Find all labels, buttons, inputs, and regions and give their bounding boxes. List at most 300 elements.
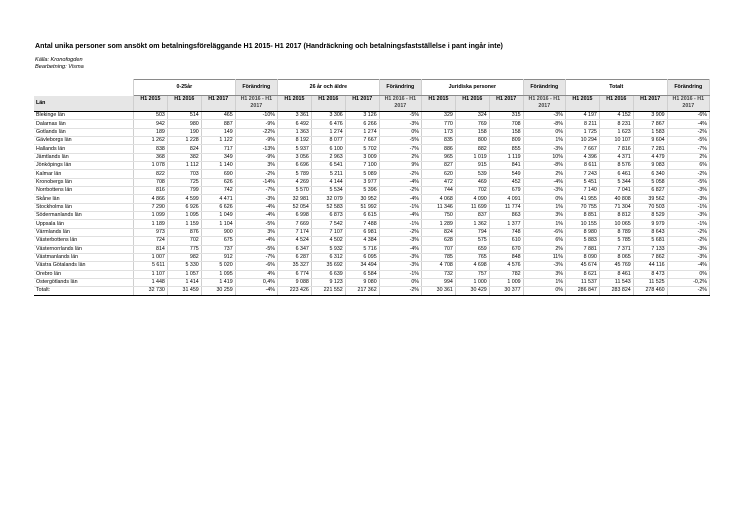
column-header-lan: Län (34, 96, 134, 112)
value-cell: 800 (455, 137, 489, 145)
source-note: Källa: Kronofogden (35, 57, 83, 63)
value-cell: 7 667 (565, 145, 599, 153)
value-cell: 824 (422, 228, 456, 236)
value-cell: 7 669 (278, 220, 312, 228)
value-cell: 3 306 (311, 112, 345, 120)
change-cell: -13% (235, 145, 277, 153)
value-cell: 158 (489, 128, 523, 136)
table-title: Antal unika personer som ansökt om betalningsföreläggande H1 2015- H1 2017 (Handräckning och betalningsfastställelse i pant ingår inte) (35, 42, 503, 50)
value-cell: 620 (422, 170, 456, 178)
value-cell: 7 488 (345, 220, 379, 228)
editor-note: Bearbetning: Visma (35, 64, 84, 70)
change-cell: -3% (523, 145, 565, 153)
total-value-cell: 30 377 (489, 287, 523, 295)
value-cell: 3 126 (345, 112, 379, 120)
value-cell: 9 123 (311, 278, 345, 286)
value-cell: 4 371 (599, 153, 633, 161)
value-cell: 750 (422, 212, 456, 220)
total-value-cell: -2% (667, 287, 709, 295)
column-header: H1 2016 (599, 96, 633, 112)
county-name-cell: Dalarnas län (34, 120, 134, 128)
county-name-cell: Jämtlands län (34, 153, 134, 161)
change-cell: 1% (523, 278, 565, 286)
value-cell: 7 140 (565, 187, 599, 195)
value-cell: 794 (455, 228, 489, 236)
value-cell: 1 414 (167, 278, 201, 286)
total-value-cell: 286 847 (565, 287, 599, 295)
value-cell: 368 (134, 153, 168, 161)
value-cell: 5 716 (345, 245, 379, 253)
column-header: H1 2016 - H1 2017 (667, 96, 709, 112)
value-cell: 11 525 (633, 278, 667, 286)
column-header: H1 2015 (134, 96, 168, 112)
value-cell: 71 304 (599, 203, 633, 211)
change-cell: -6% (235, 262, 277, 270)
change-cell: -4% (667, 120, 709, 128)
value-cell: 887 (201, 120, 235, 128)
value-cell: 8 192 (278, 137, 312, 145)
value-cell: 6 873 (311, 212, 345, 220)
value-cell: 707 (422, 245, 456, 253)
value-cell: 32 079 (311, 195, 345, 203)
county-name-cell: Jönköpings län (34, 162, 134, 170)
value-cell: 4 144 (311, 178, 345, 186)
value-cell: 7 867 (633, 120, 667, 128)
value-cell: 315 (489, 112, 523, 120)
change-cell: -5% (379, 112, 421, 120)
value-cell: 4 502 (311, 237, 345, 245)
value-cell: 5 451 (565, 178, 599, 186)
county-name-cell: Värmlands län (34, 228, 134, 236)
value-cell: 702 (455, 187, 489, 195)
value-cell: 769 (455, 120, 489, 128)
value-cell: 4 197 (565, 112, 599, 120)
value-cell: 732 (422, 270, 456, 278)
value-cell: 9 088 (278, 278, 312, 286)
change-cell: -3% (379, 237, 421, 245)
value-cell: 4 384 (345, 237, 379, 245)
change-cell: 2% (523, 245, 565, 253)
change-cell: 1% (523, 220, 565, 228)
value-cell: 1 363 (278, 128, 312, 136)
value-cell: 744 (422, 187, 456, 195)
total-value-cell: 278 460 (633, 287, 667, 295)
value-cell: 2 963 (311, 153, 345, 161)
column-header: H1 2017 (201, 96, 235, 112)
change-cell: -5% (667, 137, 709, 145)
change-cell: -6% (523, 228, 565, 236)
value-cell: 6 639 (311, 270, 345, 278)
value-cell: 7 174 (278, 228, 312, 236)
change-cell: -10% (235, 112, 277, 120)
group-header-empty (34, 80, 134, 96)
value-cell: 4 396 (565, 153, 599, 161)
value-cell: 4 576 (489, 262, 523, 270)
value-cell: 610 (489, 237, 523, 245)
value-cell: 5 937 (278, 145, 312, 153)
value-cell: 30 952 (345, 195, 379, 203)
value-cell: 628 (422, 237, 456, 245)
county-name-cell: Uppsala län (34, 220, 134, 228)
value-cell: 539 (455, 170, 489, 178)
value-cell: 6 541 (311, 162, 345, 170)
value-cell: 703 (167, 170, 201, 178)
value-cell: 575 (455, 237, 489, 245)
value-cell: 1 112 (167, 162, 201, 170)
change-cell: 3% (523, 212, 565, 220)
group-header-change-1: Förändring (235, 80, 277, 96)
value-cell: 626 (201, 178, 235, 186)
value-cell: 782 (489, 270, 523, 278)
change-cell: -7% (667, 145, 709, 153)
value-cell: 10 155 (565, 220, 599, 228)
column-header: H1 2016 (311, 96, 345, 112)
change-cell: 2% (523, 170, 565, 178)
value-cell: 6 312 (311, 253, 345, 261)
value-cell: 4 152 (599, 112, 633, 120)
value-cell: 158 (455, 128, 489, 136)
change-cell: -2% (379, 187, 421, 195)
value-cell: 1 104 (201, 220, 235, 228)
column-header: H1 2017 (345, 96, 379, 112)
change-cell: -5% (235, 220, 277, 228)
change-cell: -7% (379, 145, 421, 153)
value-cell: 324 (455, 112, 489, 120)
county-name-cell: Västra Götalands län (34, 262, 134, 270)
change-cell: -2% (235, 170, 277, 178)
value-cell: 469 (455, 178, 489, 186)
value-cell: 6 626 (201, 203, 235, 211)
column-header: H1 2017 (489, 96, 523, 112)
change-cell: -2% (667, 170, 709, 178)
change-cell: 1% (523, 203, 565, 211)
value-cell: 799 (167, 187, 201, 195)
value-cell: 41 955 (565, 195, 599, 203)
value-cell: 3 361 (278, 112, 312, 120)
column-header: H1 2017 (633, 96, 667, 112)
value-cell: 708 (489, 120, 523, 128)
value-cell: 349 (201, 153, 235, 161)
value-cell: 8 980 (565, 228, 599, 236)
value-cell: 6 926 (167, 203, 201, 211)
table-row (34, 212, 710, 220)
value-cell: 7 862 (633, 253, 667, 261)
value-cell: 5 570 (278, 187, 312, 195)
value-cell: 822 (134, 170, 168, 178)
value-cell: 5 396 (345, 187, 379, 195)
table-row (34, 170, 710, 178)
value-cell: 7 290 (134, 203, 168, 211)
group-header-change-3: Förändring (523, 80, 565, 96)
change-cell: -1% (667, 203, 709, 211)
column-header: H1 2016 - H1 2017 (379, 96, 421, 112)
table-row (34, 195, 710, 203)
value-cell: 882 (455, 145, 489, 153)
change-cell: -3% (667, 195, 709, 203)
value-cell: 7 881 (565, 245, 599, 253)
change-cell: 4% (235, 270, 277, 278)
table-row (34, 270, 710, 278)
county-name-cell: Stockholms län (34, 203, 134, 211)
value-cell: 5 932 (311, 245, 345, 253)
county-name-cell: Skåne län (34, 195, 134, 203)
change-cell: -1% (379, 203, 421, 211)
value-cell: 679 (489, 187, 523, 195)
table-row (34, 178, 710, 186)
value-cell: 7 281 (633, 145, 667, 153)
value-cell: 5 785 (599, 237, 633, 245)
change-cell: -22% (235, 128, 277, 136)
value-cell: 824 (167, 145, 201, 153)
value-cell: 4 479 (633, 153, 667, 161)
value-cell: 11 537 (565, 278, 599, 286)
change-cell: -3% (523, 112, 565, 120)
value-cell: 8 643 (633, 228, 667, 236)
value-cell: 1 448 (134, 278, 168, 286)
change-cell: -2% (667, 237, 709, 245)
table-row (34, 128, 710, 136)
value-cell: 190 (167, 128, 201, 136)
value-cell: 5 211 (311, 170, 345, 178)
value-cell: 848 (489, 253, 523, 261)
value-cell: 717 (201, 145, 235, 153)
change-cell: -0,2% (667, 278, 709, 286)
value-cell: 1 623 (599, 128, 633, 136)
value-cell: 11 543 (599, 278, 633, 286)
change-cell: -3% (379, 262, 421, 270)
table-row (34, 203, 710, 211)
value-cell: 1 107 (134, 270, 168, 278)
value-cell: 452 (489, 178, 523, 186)
value-cell: 6 100 (311, 145, 345, 153)
value-cell: 1 362 (455, 220, 489, 228)
value-cell: 549 (489, 170, 523, 178)
value-cell: 841 (489, 162, 523, 170)
value-cell: 1 007 (134, 253, 168, 261)
value-cell: 9 604 (633, 137, 667, 145)
value-cell: 5 330 (167, 262, 201, 270)
value-cell: 1 583 (633, 128, 667, 136)
value-cell: 742 (201, 187, 235, 195)
value-cell: 1 274 (345, 128, 379, 136)
change-cell: -4% (235, 237, 277, 245)
change-cell: -5% (235, 245, 277, 253)
value-cell: 8 611 (565, 162, 599, 170)
table-row (34, 153, 710, 161)
value-cell: 994 (422, 278, 456, 286)
value-cell: 6 827 (633, 187, 667, 195)
value-cell: 708 (134, 178, 168, 186)
value-cell: 1 262 (134, 137, 168, 145)
change-cell: -4% (667, 262, 709, 270)
value-cell: 1 289 (422, 220, 456, 228)
change-cell: -9% (235, 137, 277, 145)
change-cell: 0,4% (235, 278, 277, 286)
value-cell: 1 049 (201, 212, 235, 220)
value-cell: 775 (167, 245, 201, 253)
value-cell: 329 (422, 112, 456, 120)
value-cell: 757 (455, 270, 489, 278)
value-cell: 6 340 (633, 170, 667, 178)
value-cell: 5 089 (345, 170, 379, 178)
column-header: H1 2015 (565, 96, 599, 112)
value-cell: 8 576 (599, 162, 633, 170)
value-cell: 1 419 (201, 278, 235, 286)
value-cell: 9 979 (633, 220, 667, 228)
change-cell: -5% (379, 137, 421, 145)
value-cell: 765 (455, 253, 489, 261)
change-cell: -3% (523, 262, 565, 270)
value-cell: 900 (201, 228, 235, 236)
value-cell: 737 (201, 245, 235, 253)
value-cell: 702 (167, 237, 201, 245)
value-cell: 748 (489, 228, 523, 236)
value-cell: 4 866 (134, 195, 168, 203)
table-row (34, 262, 710, 270)
county-name-cell: Östergötlands län (34, 278, 134, 286)
value-cell: 9 080 (345, 278, 379, 286)
value-cell: 785 (422, 253, 456, 261)
value-cell: 6 266 (345, 120, 379, 128)
value-cell: 1 000 (455, 278, 489, 286)
statistics-table (34, 79, 710, 296)
value-cell: 4 708 (422, 262, 456, 270)
column-header: H1 2016 (167, 96, 201, 112)
change-cell: -1% (379, 220, 421, 228)
value-cell: 973 (134, 228, 168, 236)
change-cell: -1% (379, 270, 421, 278)
value-cell: 70 503 (633, 203, 667, 211)
value-cell: 965 (422, 153, 456, 161)
change-cell: -9% (235, 153, 277, 161)
value-cell: 4 269 (278, 178, 312, 186)
column-header: H1 2015 (422, 96, 456, 112)
value-cell: 6 696 (278, 162, 312, 170)
total-value-cell: 30 429 (455, 287, 489, 295)
change-cell: -3% (667, 253, 709, 261)
change-cell: 0% (523, 128, 565, 136)
value-cell: 1 078 (134, 162, 168, 170)
value-cell: 1 725 (565, 128, 599, 136)
change-cell: -7% (235, 187, 277, 195)
county-name-cell: Kalmar län (34, 170, 134, 178)
change-cell: 2% (667, 153, 709, 161)
total-value-cell: 0% (523, 287, 565, 295)
county-name-cell: Hallands län (34, 145, 134, 153)
value-cell: 7 542 (311, 220, 345, 228)
value-cell: 1 189 (134, 220, 168, 228)
county-name-cell: Västmanlands län (34, 253, 134, 261)
value-cell: 382 (167, 153, 201, 161)
total-value-cell: 31 459 (167, 287, 201, 295)
value-cell: 6 347 (278, 245, 312, 253)
group-header-change-4: Förändring (667, 80, 709, 96)
value-cell: 6 981 (345, 228, 379, 236)
value-cell: 4 524 (278, 237, 312, 245)
county-name-cell: Västerbottens län (34, 237, 134, 245)
value-cell: 1 228 (167, 137, 201, 145)
change-cell: 3% (235, 228, 277, 236)
value-cell: 465 (201, 112, 235, 120)
change-cell: -3% (379, 120, 421, 128)
value-cell: 6 095 (345, 253, 379, 261)
group-header-total: Totalt (565, 80, 667, 96)
change-cell: -2% (379, 228, 421, 236)
change-cell: -8% (523, 162, 565, 170)
table-row (34, 145, 710, 153)
total-value-cell: 223 426 (278, 287, 312, 295)
column-header: H1 2016 (455, 96, 489, 112)
value-cell: 5 789 (278, 170, 312, 178)
change-cell: -7% (235, 253, 277, 261)
change-cell: 3% (235, 162, 277, 170)
change-cell: 1% (523, 137, 565, 145)
value-cell: 32 981 (278, 195, 312, 203)
change-cell: 6% (523, 237, 565, 245)
change-cell: -6% (667, 112, 709, 120)
column-header-row (34, 96, 710, 112)
value-cell: 35 692 (311, 262, 345, 270)
value-cell: 7 667 (345, 137, 379, 145)
value-cell: 7 243 (565, 170, 599, 178)
county-name-cell: Blekinge län (34, 112, 134, 120)
table-row (34, 112, 710, 120)
change-cell: -9% (235, 120, 277, 128)
value-cell: 915 (455, 162, 489, 170)
table-row (34, 220, 710, 228)
value-cell: 1 159 (167, 220, 201, 228)
value-cell: 8 461 (599, 270, 633, 278)
value-cell: 7 133 (633, 245, 667, 253)
value-cell: 1 099 (134, 212, 168, 220)
change-cell: -5% (667, 178, 709, 186)
value-cell: 659 (455, 245, 489, 253)
change-cell: 0% (379, 128, 421, 136)
value-cell: 1 019 (455, 153, 489, 161)
value-cell: 8 789 (599, 228, 633, 236)
group-header-age-26-plus: 26 år och äldre (278, 80, 380, 96)
value-cell: 5 020 (201, 262, 235, 270)
value-cell: 8 812 (599, 212, 633, 220)
total-value-cell: 217 362 (345, 287, 379, 295)
value-cell: 8 211 (565, 120, 599, 128)
change-cell: -2% (379, 170, 421, 178)
change-cell: 11% (523, 253, 565, 261)
value-cell: 4 698 (455, 262, 489, 270)
value-cell: 5 681 (633, 237, 667, 245)
value-cell: 982 (167, 253, 201, 261)
value-cell: 835 (422, 137, 456, 145)
value-cell: 39 562 (633, 195, 667, 203)
value-cell: 1 095 (167, 212, 201, 220)
value-cell: 173 (422, 128, 456, 136)
change-cell: 3% (523, 270, 565, 278)
change-cell: -3% (235, 195, 277, 203)
value-cell: 838 (134, 145, 168, 153)
total-value-cell: 283 824 (599, 287, 633, 295)
value-cell: 5 702 (345, 145, 379, 153)
change-cell: -4% (379, 212, 421, 220)
total-value-cell: -2% (379, 287, 421, 295)
value-cell: 886 (422, 145, 456, 153)
change-cell: 6% (667, 162, 709, 170)
value-cell: 514 (167, 112, 201, 120)
change-cell: 9% (379, 162, 421, 170)
value-cell: 4 068 (422, 195, 456, 203)
value-cell: 809 (489, 137, 523, 145)
change-cell: -1% (667, 220, 709, 228)
value-cell: 725 (167, 178, 201, 186)
